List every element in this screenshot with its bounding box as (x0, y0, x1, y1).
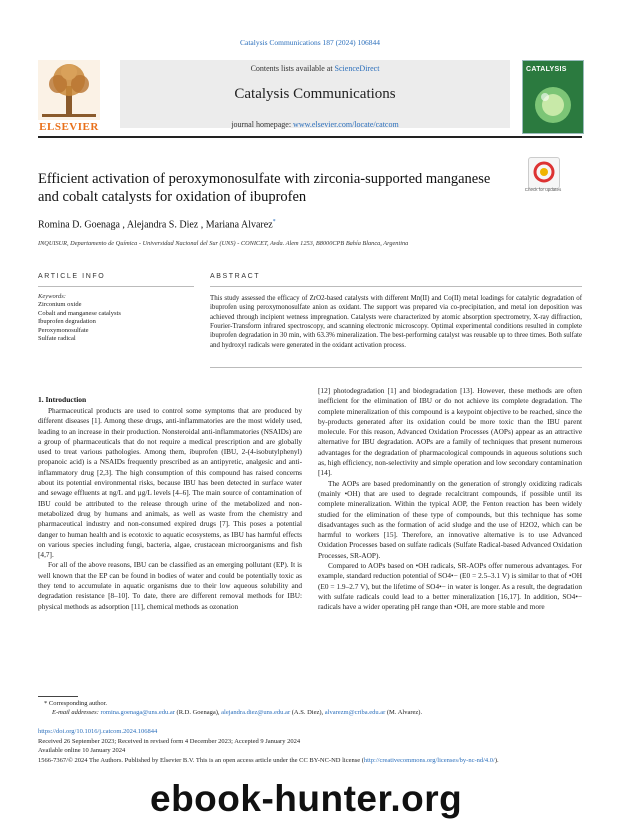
paragraph: For all of the above reasons, IBU can be classified as an emerging pollutant (EP). It is well known that the EP can be found in bodies of water and could be potentially toxic as they tend to accumulate in aquatic organisms due to their low aqueous solubility and degradation resistance [8–10]. To date, there are different removal methods for IBU: physical methods as adsorption [11], chemical methods as ozonation (38, 560, 302, 611)
authors-text: Romina D. Goenaga , Alejandra S. Diez , Mariana Alvarez (38, 219, 273, 231)
affiliation: INQUISUR, Departamento de Química - Universidad Nacional del Sur (UNS) - CONICET, Avda. Alem 1253, B8000CPB Bahía Blanca, Argentina (38, 240, 409, 247)
keywords-list (38, 301, 121, 344)
keywords-label: Keywords: (38, 293, 66, 300)
body-column-left (38, 406, 302, 612)
email-prefix: E-mail addresses: (52, 709, 101, 716)
contents-line (120, 64, 510, 73)
body-column-right (318, 386, 582, 613)
elsevier-tree-logo (38, 60, 100, 120)
email-link-diez[interactable]: alejandra.diez@uns.edu.ar (221, 709, 291, 716)
license-line (38, 756, 582, 766)
keyword: Peroxymonosulfate (38, 326, 89, 334)
publisher-logo-text: ELSEVIER (39, 121, 99, 133)
section-heading-introduction: 1. Introduction (38, 395, 87, 404)
cover-title: CATALYSIS (526, 66, 567, 73)
watermark-text: ebook-hunter.org (150, 778, 463, 819)
available-online: Available online 10 January 2024 (38, 747, 126, 755)
doi-link[interactable]: https://doi.org/10.1016/j.catcom.2024.106844 (38, 728, 158, 735)
paragraph: Pharmaceutical products are used to control some symptoms that are produced by different diseases [1]. Among these drugs, anti-inflammatories are the most widely used, leading to an increase in their production. Nonsteroidal anti-inflammatories (NSAIDs) are a group of pharmaceuticals that do not require a medical prescription and are globally used to treat various pathologies. Among them, ibuprofen (IBU, 2-(4-isobutylphenyl) propanoic acid) is a NSAIDs frequently prescribed as an antipyretic, analgesic and anti-inflammatory drug [2,3]. The high consumption of this compound has raised concerns about its potential environmental risks, because IBU has been detected in surface water and sewage effluents at ng/L and µg/L levels [4–6]. The main source of contamination of IBU could be attributed to the release through urine of the metabolized and non-metabolized drug by humans and animals, as well as waste from the chemistry and pharmaceutical industry and non-consumed expired drugs [7]. This poses a potential danger to human health and is ecotoxic to aquatic ecosystems, as IBU has harmful effects on various species including fungi, bacteria, algae, crustacean microorganisms and fish [4,7]. (38, 406, 302, 560)
info-rule (38, 286, 194, 287)
license-link[interactable]: http://creativecommons.org/licenses/by-nc-nd/4.0/ (363, 756, 495, 764)
journal-name: Catalysis Communications (234, 86, 396, 102)
footnote-rule (38, 696, 78, 697)
keyword: Sulfate radical (38, 335, 76, 343)
corresponding-author-note: * Corresponding author. (44, 700, 108, 707)
paragraph: Compared to AOPs based on •OH radicals, SR-AOPs offer numerous advantages. For example, standard reduction potential of SO4•− (E0 = 2.5–3.1 V) is similar to that of •OH (E0 = 1.9–2.7 V), but the lifetime of SO4•− in water is longer. As a result, the degradation with sulfate radicals could lead to a better mineralization [16,17]. In addition, SO4•− radicals have a wider operating pH range than •OH, are more stable and more (318, 561, 582, 612)
journal-reference[interactable]: Catalysis Communications 187 (2024) 106844 (240, 38, 380, 47)
header-rule (38, 136, 582, 138)
email-owner: (R.D. Goenaga), (174, 709, 222, 716)
license-text: 1566-7367/© 2024 The Authors. Published by Elsevier B.V. This is an open access article under the CC BY-NC-ND license ( (38, 756, 364, 764)
license-suffix: ). (494, 756, 499, 764)
paragraph: [12] photodegradation [1] and biodegradation [13]. However, these methods are often inefficient for the elimination of IBU or do not achieve its complete degradation. The complete mineralization of this compound is a keypoint objective to be reached, since the by-products generated after its oxidation could be more toxic than the IBU parent molecule. For this reason, Advanced Oxidation Processes (AOPs) appear as an attractive alternative for IBU degradation. AOPs are a family of techniques that present numerous advantages for the degradation of pharmacological compounds in aqueous solutions such as, high efficiency, non-selectivity and simple operation and low secondary contamination [14]. (318, 386, 582, 478)
abstract-heading: ABSTRACT (210, 273, 261, 280)
check-for-updates-label[interactable]: Check for updates (524, 187, 562, 192)
email-link-goenaga[interactable]: romina.goenaga@uns.edu.ar (100, 709, 175, 716)
received-dates: Received 26 September 2023; Received in revised form 4 December 2023; Accepted 9 January 2024 (38, 737, 301, 745)
publication-info (38, 727, 582, 765)
keyword: Cobalt and manganese catalysts (38, 309, 121, 317)
email-owner: (M. Alvarez). (385, 709, 423, 716)
author-list (38, 219, 276, 230)
homepage-prefix: journal homepage: (231, 120, 294, 129)
abstract-rule (210, 286, 582, 287)
contents-prefix: Contents lists available at (250, 64, 335, 73)
check-for-updates-icon[interactable] (528, 157, 560, 189)
keyword: Zirconium oxide (38, 301, 82, 308)
email-addresses (52, 709, 422, 716)
corresponding-mark[interactable]: * (272, 219, 276, 225)
sciencedirect-link[interactable]: ScienceDirect (334, 64, 380, 73)
email-link-alvarez[interactable]: alvarezm@criba.edu.ar (324, 709, 386, 716)
homepage-link[interactable]: www.elsevier.com/locate/catcom (293, 120, 399, 129)
keyword: Ibuprofen degradation (38, 318, 96, 326)
article-title: Efficient activation of peroxymonosulfate with zirconia-supported manganese and cobalt catalysts for oxidation of ibuprofen (38, 171, 491, 205)
abstract-text: This study assessed the efficacy of ZrO2-based catalysts with different Mn(II) and Co(II) metal loadings for catalytic degradation of ibuprofen using peroxymonosulfate anion as oxidant. The support was prepared via co-precipitation, and metal ion deposition was achieved through incipient wetness impregnation. Catalysts were characterized by atomic absorption spectrometry, X-ray diffraction, Fourier-Transform infrared spectroscopy, and scanning electronic microscopy. Optimal experimental conditions resulted in complete ibuprofen degradation in 30 min, with 63.3% mineralization. The best-performing catalyst was reusable up to three times. Both sulfate and hydroxyl radicals were generated in the oxidant activation process. (210, 295, 582, 349)
email-owner: (A.S. Diez), (290, 709, 325, 716)
article-info-heading: ARTICLE INFO (38, 273, 106, 280)
paragraph: The AOPs are based predominantly on the generation of strongly oxidizing radicals (mainly •OH) that are used to degrade recalcitrant compounds, if possible until its complete mineralization. Within the typical AOP, the Fenton reaction has been widely studied for the elimination of these type of compounds, but this technique has some disadvantages such as the formation of acid sludge and the use of H2O2, which can be harmful to workers [15]. Therefore, an innovative alternative is to use Advanced Oxidation Processes based on sulfate radicals (Sulfate Radical-based Advanced Oxidation Processes, SR-AOP). (318, 478, 582, 560)
homepage-line (120, 120, 510, 129)
abstract-bottom-rule (210, 367, 582, 368)
